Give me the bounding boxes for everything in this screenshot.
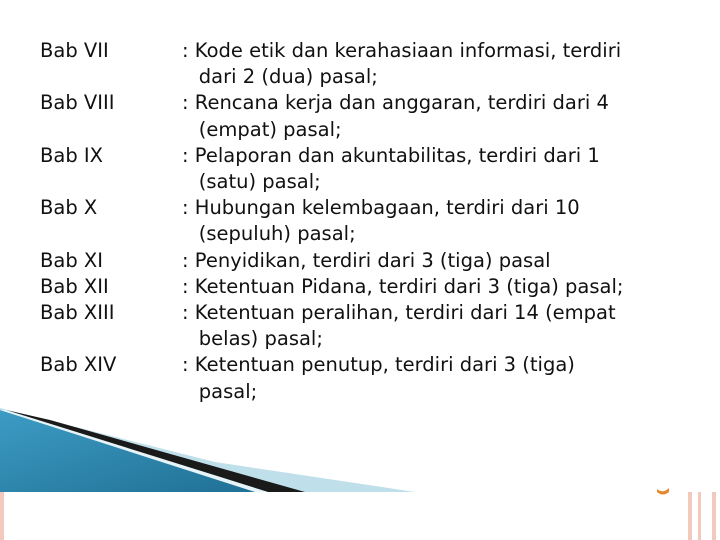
bab-label: Bab VIII: [40, 91, 115, 115]
bab-description: [195, 274, 700, 300]
list-item: [40, 352, 700, 404]
description-line: pasal;: [198, 379, 258, 403]
bab-description: [195, 90, 700, 142]
list-item: [40, 248, 700, 274]
list-item: [40, 143, 700, 195]
bab-label: Bab XIII: [40, 301, 115, 325]
description-line: Rencana kerja dan anggaran, terdiri dari 4: [194, 91, 609, 115]
bab-description: [195, 143, 700, 195]
separator: :: [182, 353, 195, 377]
separator: :: [182, 91, 195, 115]
separator: :: [182, 274, 195, 298]
accent-right-bar-3: [712, 492, 716, 540]
description-line: (satu) pasal;: [198, 170, 321, 194]
bab-description: [195, 195, 700, 247]
description-line: belas) pasal;: [198, 327, 323, 351]
accent-right-bar-2: [698, 492, 701, 540]
description-line: Ketentuan Pidana, terdiri dari 3 (tiga) pasal;: [194, 274, 624, 298]
separator: :: [182, 301, 195, 325]
bab-label: Bab XIV: [40, 353, 117, 377]
list-item: [40, 195, 700, 247]
description-line: Pelaporan dan akuntabilitas, terdiri dari 1: [194, 143, 600, 167]
description-line: Ketentuan peralihan, terdiri dari 14 (empat: [194, 301, 616, 325]
bab-description: [195, 300, 700, 352]
description-line: dari 2 (dua) pasal;: [198, 65, 378, 89]
bab-description: [195, 248, 700, 274]
list-item: [40, 90, 700, 142]
bab-description: [195, 38, 700, 90]
list-item: [40, 300, 700, 352]
description-line: Penyidikan, terdiri dari 3 (tiga) pasal: [194, 248, 551, 272]
list-item: [40, 38, 700, 90]
bab-description: [195, 352, 700, 404]
accent-orange-mark: [657, 488, 669, 495]
separator: :: [182, 196, 195, 220]
bab-label: Bab IX: [40, 143, 104, 167]
separator: :: [182, 248, 195, 272]
description-line: Ketentuan penutup, terdiri dari 3 (tiga): [194, 353, 575, 377]
description-line: Hubungan kelembagaan, terdiri dari 10: [194, 196, 580, 220]
list-item: [40, 274, 700, 300]
accent-left-bar: [0, 492, 4, 540]
separator: :: [182, 143, 195, 167]
separator: :: [182, 39, 195, 62]
bab-label: Bab VII: [40, 39, 109, 62]
description-line: (sepuluh) pasal;: [198, 222, 356, 246]
accent-right-bar-1: [688, 492, 692, 540]
bab-label: Bab XII: [40, 274, 109, 298]
bab-label: Bab XI: [40, 248, 104, 272]
bab-label: Bab X: [40, 196, 98, 220]
bab-list: [40, 38, 700, 405]
description-line: (empat) pasal;: [198, 117, 342, 141]
description-line: Kode etik dan kerahasiaan informasi, terdiri: [194, 39, 622, 62]
